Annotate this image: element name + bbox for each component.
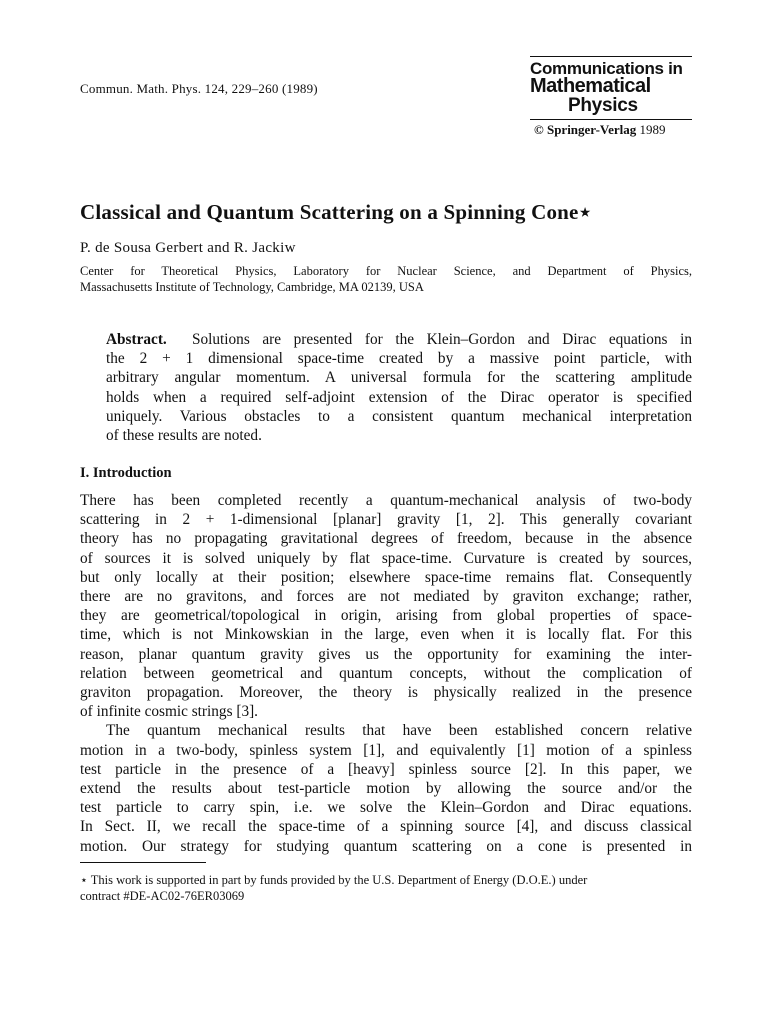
paper-title: Classical and Quantum Scattering on a Spinning Cone⋆ xyxy=(80,200,592,224)
section-heading: I. Introduction xyxy=(80,465,172,481)
body-line: graviton propagation. Moreover, the theory is physically realized in the presence xyxy=(80,684,692,702)
body-line: There has been completed recently a quantum-mechanical analysis of two-body xyxy=(80,492,692,509)
journal-citation: Commun. Math. Phys. 124, 229–260 (1989) xyxy=(80,81,318,96)
body-line: In Sect. II, we recall the space-time of a spinning source [4], and discuss classical xyxy=(80,818,692,836)
abstract-text: Solutions are presented for the Klein–Gordon and Dirac equations in xyxy=(191,331,692,348)
body-text xyxy=(80,491,692,856)
footnote xyxy=(80,872,692,904)
logo-rule-top xyxy=(530,56,692,57)
authors: P. de Sousa Gerbert and R. Jackiw xyxy=(80,240,296,256)
abstract-line: of these results are noted. xyxy=(106,427,262,445)
body-line: test particle in the presence of a [heavy] spinless source [2]. In this paper, we xyxy=(80,760,692,778)
abstract-line: holds when a required self-adjoint extension of the Dirac operator is specified xyxy=(106,388,692,406)
publisher-year: 1989 xyxy=(639,122,666,137)
abstract-label: Abstract. xyxy=(106,331,167,348)
body-line: motion. Our strategy for studying quantum scattering on a cone is presented in xyxy=(80,837,692,855)
body-line: there are no gravitons, and forces are not mediated by graviton exchange; rather, xyxy=(80,588,692,606)
body-line: test particle to carry spin, i.e. we solve the Klein–Gordon and Dirac equations. xyxy=(80,799,692,817)
footnote-line: contract #DE-AC02-76ER03069 xyxy=(80,889,245,903)
body-line: The quantum mechanical results that have been established concern relative xyxy=(106,722,692,740)
footnote-line: ⋆ This work is supported in part by funds provided by the U.S. Department of Energy (D.O.E.) under xyxy=(80,873,588,887)
publisher-line xyxy=(530,122,692,138)
journal-name-line3: Physics xyxy=(568,95,638,116)
abstract-line xyxy=(106,330,692,349)
body-line: they are geometrical/topological in origin, arising from global properties of space- xyxy=(80,607,692,625)
abstract-line: arbitrary angular momentum. A universal formula for the scattering amplitude xyxy=(106,369,692,387)
affiliation-line: Massachusetts Institute of Technology, Cambridge, MA 02139, USA xyxy=(80,280,424,294)
abstract-line: the 2 + 1 dimensional space-time created by a massive point particle, with xyxy=(106,350,692,368)
journal-name-line1: Communications in xyxy=(530,59,683,78)
body-line: relation between geometrical and quantum concepts, without the complication of xyxy=(80,664,692,682)
body-line: but only locally at their position; elsewhere space-time remains flat. Consequently xyxy=(80,568,692,586)
logo-rule-bottom xyxy=(530,119,692,120)
footnote-rule xyxy=(80,862,206,863)
body-line: of infinite cosmic strings [3]. xyxy=(80,703,259,721)
body-line: extend the results about test-particle motion by allowing the source and/or the xyxy=(80,780,692,798)
body-line: of sources it is solved uniquely by flat space-time. Curvature is created by sources, xyxy=(80,549,692,567)
body-line: reason, planar quantum gravity gives us the opportunity for examining the inter- xyxy=(80,645,692,663)
publisher-name: © Springer-Verlag xyxy=(534,122,637,137)
body-line: theory has no propagating gravitational degrees of freedom, because in the absence xyxy=(80,530,692,548)
body-line: time, which is not Minkowskian in the large, even when it is locally flat. For this xyxy=(80,626,692,644)
body-line: scattering in 2 + 1-dimensional [planar] gravity [1, 2]. This generally covariant xyxy=(80,511,692,529)
affiliation-line: Center for Theoretical Physics, Laboratory for Nuclear Science, and Department of Physics, xyxy=(80,264,692,278)
journal-logo xyxy=(530,56,692,138)
abstract-line: uniquely. Various obstacles to a consistent quantum mechanical interpretation xyxy=(106,407,692,425)
affiliation xyxy=(80,263,692,295)
body-line: motion in a two-body, spinless system [1], and equivalently [1] motion of a spinless xyxy=(80,741,692,759)
abstract xyxy=(106,330,692,445)
journal-name-line2: Mathematical xyxy=(530,75,651,97)
